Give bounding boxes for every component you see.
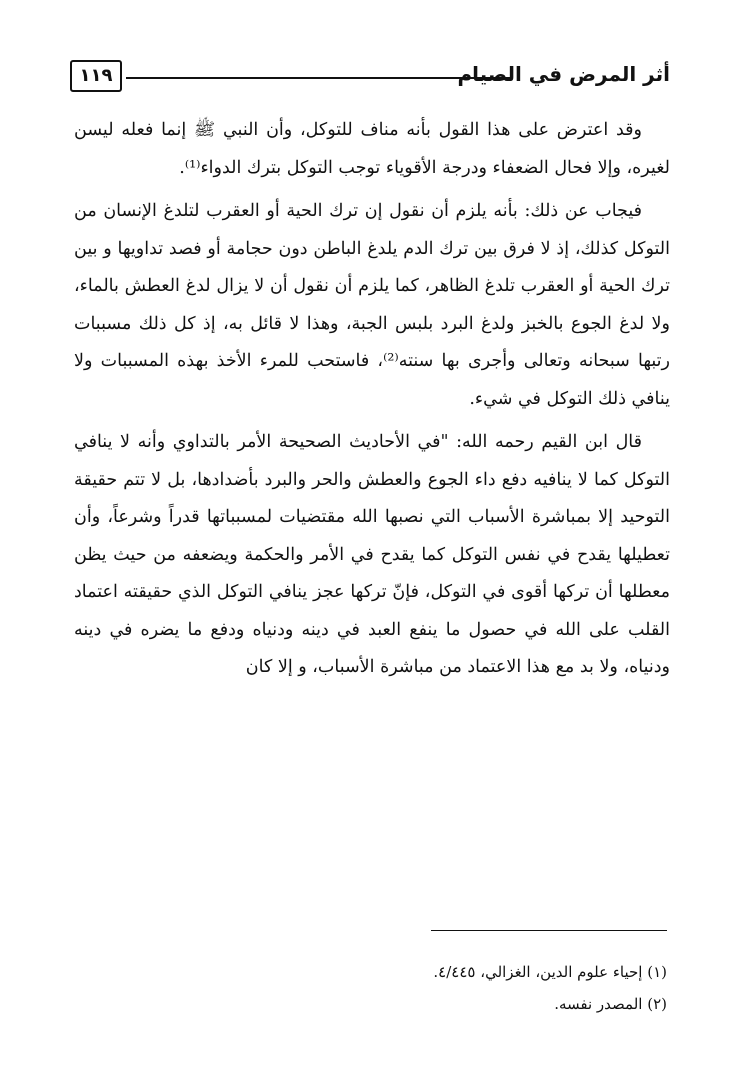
running-title: أثر المرض في الصيام (457, 62, 670, 86)
header-rule (126, 77, 510, 79)
footnote-separator (431, 930, 667, 931)
footnotes (71, 956, 667, 1020)
footnote-1: (١) إحياء علوم الدين، الغزالي، ٤/٤٤٥. (433, 963, 667, 981)
page-number: ١١٩ (70, 60, 122, 92)
footnote-2: (٢) المصدر نفسه. (554, 995, 667, 1013)
body-text (74, 112, 670, 693)
paragraph-ibn-qayyim-quote: قال ابن القيم رحمه الله: "في الأحاديث الصحيحة الأمر بالتداوي وأنه لا ينافي التوكل كما لا ينافيه دفع داء الجوع والعطش والحر والبرد بأضدادها، بل لا تتم حقيقة التوحيد إلا بمباشرة الأسباب التي نصبها الله مقتضيات لمسبباتها قدراً وشرعاً، وأن تعطيلها يقدح في نفس التوكل كما يقدح في الأمر والحكمة ويضعفه من حيث يظن معطلها أن تركها أقوى في التوكل، فإنّ تركها عجز ينافي التوكل الذي حقيقته اعتماد القلب على الله في حصول ما ينفع العبد في دينه ودنياه ودفع ما يضره في دينه ودنياه، ولا بد مع هذا الاعتماد من مباشرة الأسباب، و إلا كان (74, 432, 670, 677)
page-header (70, 60, 670, 96)
paragraph-objection: وقد اعترض على هذا القول بأنه مناف للتوكل، وأن النبي ﷺ إنما فعله ليسن لغيره، وإلا فحال الضعفاء ودرجة الأقوياء توجب التوكل بترك الدواء⁽¹⁾. (74, 120, 670, 178)
paragraph-response: فيجاب عن ذلك: بأنه يلزم أن نقول إن ترك الحية أو العقرب لتلدغ الإنسان من التوكل كذلك، إذ لا فرق بين ترك الدم يلدغ الباطن دون حجامة أو فصد تداويها و بين ترك الحية أو العقرب تلدغ الظاهر، كما يلزم أن نقول أن لا يزال لدغ العطش بالماء، ولا لدغ الجوع بالخبز ولدغ البرد بلبس الجبة، وهذا لا قائل به، إذ كل ذلك مسببات رتبها سبحانه وتعالى وأجرى بها سنته⁽²⁾، فاستحب للمرء الأخذ بهذه المسببات ولا ينافي ذلك التوكل في شيء. (74, 201, 671, 409)
